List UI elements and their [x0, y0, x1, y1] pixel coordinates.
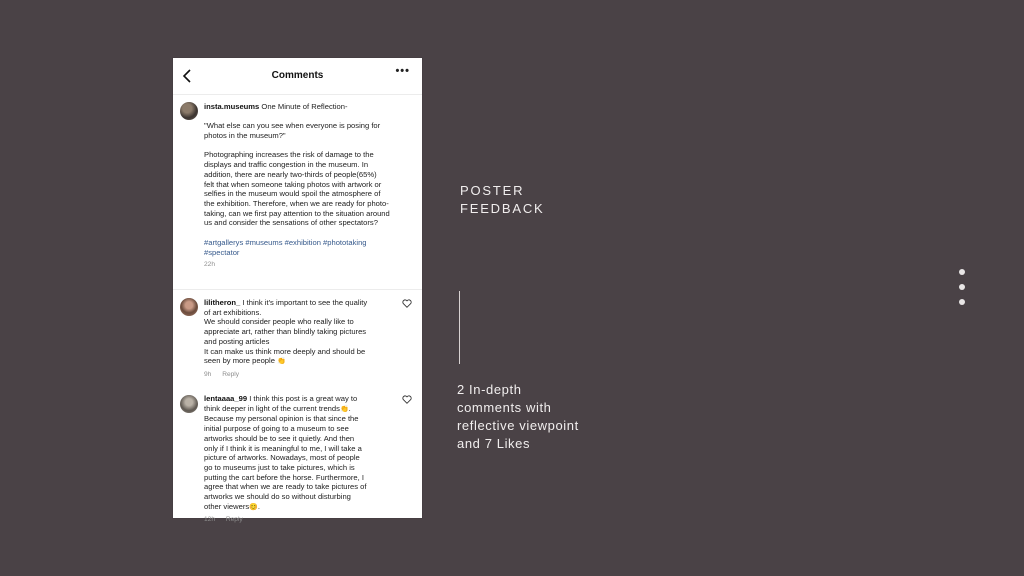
caption-line: addition, there are nearly two-thirds of people(65%): [204, 169, 377, 179]
comment-item: [173, 290, 422, 385]
comment-line: Because my personal opinion is that since the: [204, 414, 359, 424]
description-line: reflective viewpoint: [457, 418, 579, 433]
caption-text: [204, 102, 414, 257]
slide-description: [457, 381, 579, 453]
comment-line: of art exhibitions.: [204, 307, 262, 317]
post-meta: [204, 261, 414, 268]
comment-line: and posting articles: [204, 336, 270, 346]
comments-screen: [173, 58, 422, 524]
reply-button[interactable]: Reply: [222, 370, 240, 378]
more-options-icon[interactable]: •••: [395, 65, 410, 77]
reply-button[interactable]: Reply: [225, 516, 243, 524]
comment-username[interactable]: lilitheron_: [204, 298, 241, 307]
divider: [459, 291, 460, 364]
comment-line: agree that when we are ready to take pictures of: [204, 482, 367, 492]
caption-line: selfies in the museum would spoil the atmosphere of: [204, 189, 381, 199]
comment-meta: [204, 516, 392, 523]
comment-line: go to museums just to take pictures, which is: [204, 462, 355, 472]
comment-text: [204, 298, 392, 367]
avatar[interactable]: [180, 298, 198, 316]
caption-line: us and consider the sensations of other spectators?: [204, 218, 378, 228]
comment-line: putting the cart before the horse. Furthermore, I: [204, 472, 364, 482]
timestamp: 12h: [204, 516, 216, 524]
comment-item: [173, 385, 422, 523]
comment-line: artworks we should do so without disturbing: [204, 492, 351, 502]
comment-text: lentaaaa_99 I think this post is a great way to think deeper in light of the current trends👏. Because my personal opinion is that since the initial purpose of going to a museum to see artworks should be to see it quietly. And then only if I think it is meaningful to me, I will take a picture of artworks. Nowadays, most of people go to museums just to take pictures, which is putting the cart before the horse. Furthermore, I agree that when we are ready to take pictures of artworks we should do so without disturbing other viewers😊.: [204, 394, 392, 512]
hashtags[interactable]: #artgallerys #museums #exhibition #phototaking: [204, 237, 367, 247]
comment-line: only if I think it is meaningful to me, I will take a: [204, 443, 362, 453]
caption-line: "What else can you see when everyone is posing for: [204, 121, 381, 131]
comment-line: appreciate art, rather than blindly taking pictures: [204, 327, 367, 337]
comment-username[interactable]: lentaaaa_99: [204, 394, 248, 403]
comment-line: artworks should be to see it quietly. And then: [204, 433, 355, 443]
comment-line: It can make us think more deeply and should be: [204, 346, 366, 356]
comment-line: other viewers: [204, 501, 250, 511]
clapping-emoji-icon: 👏: [277, 358, 286, 366]
top-bar: [173, 58, 422, 95]
smiling-emoji-icon: 😊: [249, 503, 258, 511]
caption-lead: One Minute of Reflection-: [261, 102, 348, 111]
comment-line: We should consider people who really like to: [204, 317, 354, 327]
description-line: comments with: [457, 400, 552, 415]
slide-title: [460, 182, 544, 218]
caption-line: Photographing increases the risk of damage to the: [204, 150, 374, 160]
caption-line: photos in the museum?": [204, 131, 286, 141]
comment-line: think deeper in light of the current trends: [204, 403, 340, 413]
heart-icon[interactable]: [402, 395, 412, 404]
vertical-dots-icon[interactable]: [959, 269, 967, 314]
caption-line: displays and traffic congestion in the museum. In: [204, 160, 369, 170]
title-line: POSTER: [460, 183, 525, 198]
avatar[interactable]: [180, 395, 198, 413]
description-line: 2 In-depth: [457, 382, 522, 397]
dot: [959, 299, 965, 305]
comment-line: seen by more people: [204, 356, 275, 366]
post-username[interactable]: insta.museums: [204, 102, 260, 111]
timestamp: 9h: [204, 370, 212, 378]
heart-icon[interactable]: [402, 299, 412, 308]
caption-line: felt that when someone taking photos with artwork or: [204, 179, 382, 189]
caption-line: the exhibition. Therefore, when we are ready for photo-: [204, 199, 389, 208]
clapping-emoji-icon: 👏: [339, 405, 349, 413]
post-caption: [173, 95, 422, 290]
dot: [959, 284, 965, 290]
comment-meta: [204, 371, 392, 378]
comment-line: I think this post is a great way to: [249, 394, 358, 403]
hashtags[interactable]: #spectator: [204, 247, 240, 257]
title-line: FEEDBACK: [460, 201, 545, 216]
comment-line: picture of artworks. Nowadays, most of people: [204, 453, 360, 463]
timestamp: 22h: [204, 261, 216, 269]
caption-line: taking, can we first pay attention to the situation around: [204, 208, 390, 218]
comment-line: I think it's important to see the quality: [242, 298, 368, 307]
page-title: Comments: [271, 70, 324, 81]
description-line: and 7 Likes: [457, 436, 531, 451]
dot: [959, 269, 965, 275]
avatar[interactable]: [180, 102, 198, 120]
comment-line: initial purpose of going to a museum to see: [204, 424, 349, 434]
